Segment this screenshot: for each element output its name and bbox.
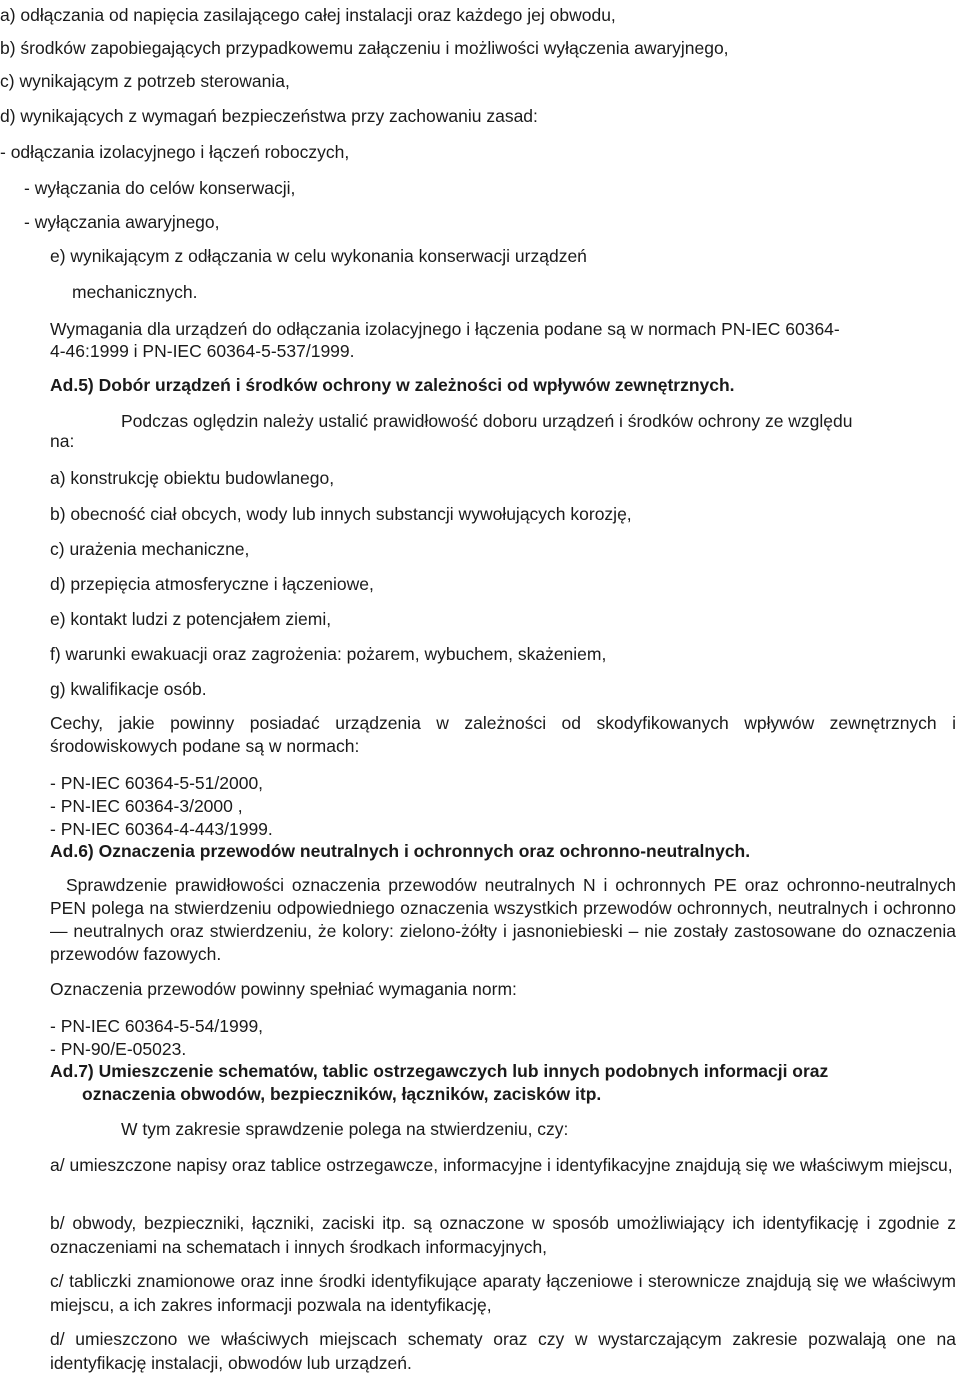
section-heading-ad7 — [50, 1060, 828, 1082]
paragraph: Podczas oględzin należy ustalić prawidłowość doboru urządzeń i środków ochrony ze względu — [121, 411, 853, 431]
section-heading-ad5 — [50, 374, 735, 396]
list-item: c/ tabliczki znamionowe oraz inne środki identyfikujące aparaty łączeniowe i sterownicze znajdują się we właściwym miejscu, a ich zakres informacji pozwala na identyfikację, — [50, 1271, 956, 1315]
list-item: - wyłączania do celów konserwacji, — [24, 178, 296, 198]
norm-item: - PN-IEC 60364-4-443/1999. — [50, 819, 273, 839]
heading-title: 5) Dobór urządzeń i środków ochrony w zależności od wpływów zewnętrznych. — [78, 375, 735, 395]
list-item: a) odłączania od napięcia zasilającego całej instalacji oraz każdego jej obwodu, — [0, 5, 616, 25]
norm-item: - PN-IEC 60364-3/2000 , — [50, 796, 243, 816]
list-item: - wyłączania awaryjnego, — [24, 212, 220, 232]
paragraph: Oznaczenia przewodów powinny spełniać wymagania norm: — [50, 979, 517, 999]
norm-item: - PN-90/E-05023. — [50, 1039, 187, 1059]
paragraph: Sprawdzenie prawidłowości oznaczenia przewodów neutralnych N i ochronnych PE oraz ochronno-neutralnych PEN polega na stwierdzeniu odpowiedniego oznaczenia wszystkich przewodów ochronnych, neutralnych i ochronno — neutralnych oraz stwierdzeniu, że kolory: zielono-żółty i jasnoniebieski – nie zostały zastosowane do oznaczenia przewodów fazowych. — [50, 875, 956, 964]
requirements-text: 4-46:1999 i PN-IEC 60364-5-537/1999. — [50, 341, 355, 361]
section-heading-ad6 — [50, 840, 750, 862]
list-item: mechanicznych. — [72, 282, 198, 302]
requirements-text: Wymagania dla urządzeń do odłączania izolacyjnego i łączenia podane są w normach PN-IEC 60364- — [50, 319, 840, 339]
heading-prefix: Ad. — [50, 1061, 79, 1081]
list-item: b) obecność ciał obcych, wody lub innych substancji wywołujących korozję, — [50, 504, 632, 524]
list-item: b) środków zapobiegających przypadkowemu załączeniu i możliwości wyłączenia awaryjnego, — [0, 38, 729, 58]
list-item: b/ obwody, bezpieczniki, łączniki, zaciski itp. są oznaczone w sposób umożliwiający ich identyfikację i zgodnie z oznaczeniami na schematach i innych środkach informacyjnych, — [50, 1213, 956, 1257]
list-item: e) wynikającym z odłączania w celu wykonania konserwacji urządzeń — [50, 246, 587, 266]
heading-prefix: Ad. — [50, 375, 79, 395]
list-item: d) wynikających z wymagań bezpieczeństwa przy zachowaniu zasad: — [0, 106, 538, 126]
heading-title: 6) Oznaczenia przewodów neutralnych i ochronnych oraz ochronno-neutralnych. — [78, 841, 751, 861]
heading-prefix: Ad. — [50, 841, 79, 861]
list-item: f) warunki ewakuacji oraz zagrożenia: pożarem, wybuchem, skażeniem, — [50, 644, 607, 664]
norm-item: - PN-IEC 60364-5-54/1999, — [50, 1016, 264, 1036]
list-item: a) konstrukcję obiektu budowlanego, — [50, 468, 335, 488]
list-item: d/ umieszczono we właściwych miejscach schematy oraz czy w wystarczającym zakresie pozwalają one na identyfikację instalacji, obwodów lub urządzeń. — [50, 1329, 956, 1373]
list-item: - odłączania izolacyjnego i łączeń roboczych, — [0, 142, 350, 162]
section-heading-ad7-cont: oznaczenia obwodów, bezpieczników, łączników, zacisków itp. — [82, 1084, 602, 1104]
list-item: a/ umieszczone napisy oraz tablice ostrzegawcze, informacyjne i identyfikacyjne znajdują się we właściwym miejscu, — [50, 1155, 953, 1175]
paragraph: na: — [50, 431, 75, 451]
paragraph: Cechy, jakie powinny posiadać urządzenia w zależności od skodyfikowanych wpływów zewnętrznych i środowiskowych podane są w normach: — [50, 713, 956, 756]
list-item: c) urażenia mechaniczne, — [50, 539, 250, 559]
heading-title: 7) Umieszczenie schematów, tablic ostrzegawczych lub innych podobnych informacji oraz — [78, 1061, 829, 1081]
list-item: g) kwalifikacje osób. — [50, 679, 207, 699]
norm-item: - PN-IEC 60364-5-51/2000, — [50, 773, 264, 793]
list-item: d) przepięcia atmosferyczne i łączeniowe, — [50, 574, 374, 594]
paragraph: W tym zakresie sprawdzenie polega na stwierdzeniu, czy: — [121, 1119, 569, 1139]
list-item: e) kontakt ludzi z potencjałem ziemi, — [50, 609, 332, 629]
list-item: c) wynikającym z potrzeb sterowania, — [0, 71, 290, 91]
